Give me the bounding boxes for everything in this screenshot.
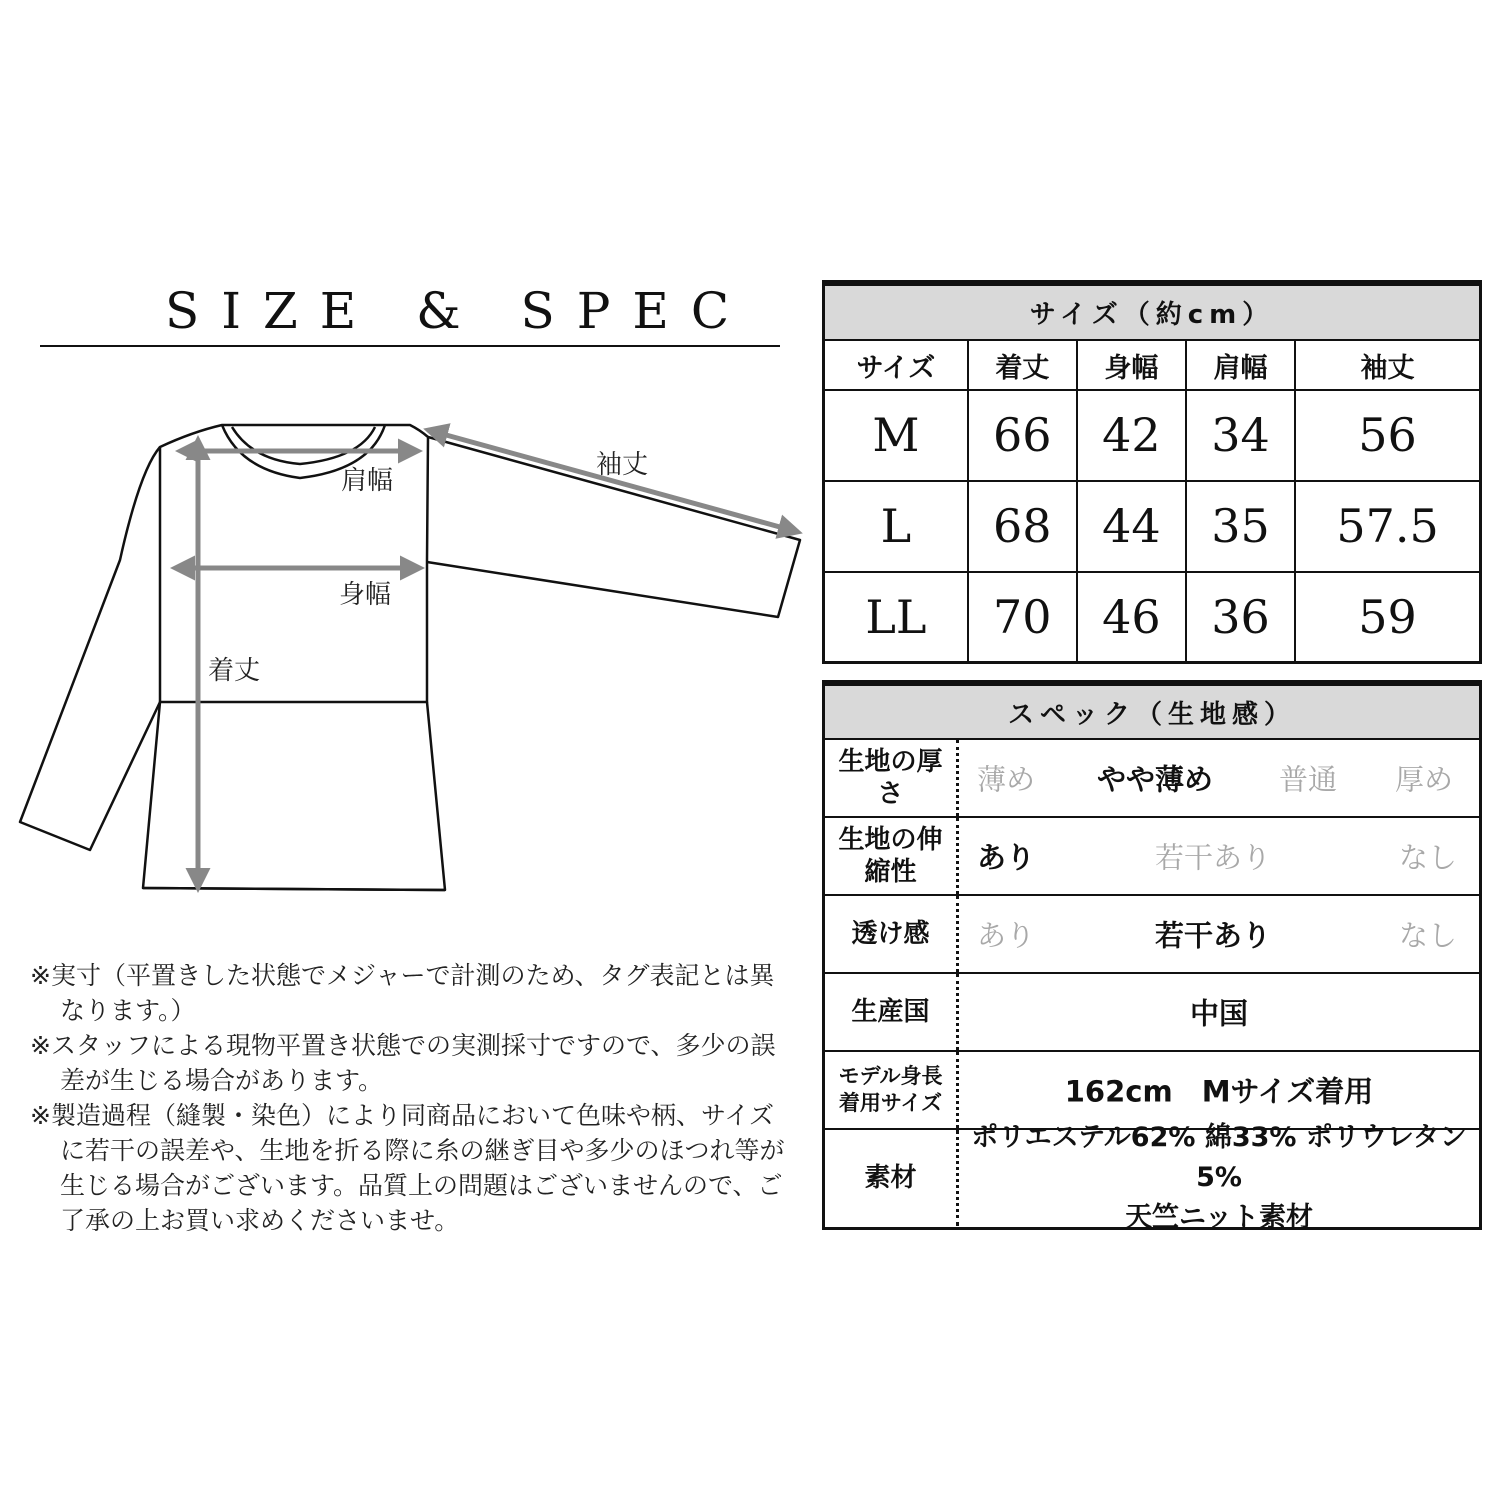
spec-table-caption: スペック（生地感） xyxy=(825,686,1479,740)
length-label: 着丈 xyxy=(208,656,261,686)
table-row xyxy=(825,481,1479,572)
spec-option-selected: 若干あり xyxy=(1155,918,1272,953)
size-header: 肩幅 xyxy=(1186,340,1295,390)
notes xyxy=(30,958,790,1238)
spec-row-sheer xyxy=(825,896,1479,974)
note-item: ※スタッフによる現物平置き状態での実測採寸ですので、多少の誤差が生じる場合があります。 xyxy=(30,1031,776,1095)
size-cell: 66 xyxy=(968,390,1077,481)
spec-label: 透け感 xyxy=(825,896,959,972)
size-header: サイズ xyxy=(825,340,968,390)
size-cell: 35 xyxy=(1186,481,1295,572)
spec-option-selected: あり xyxy=(977,840,1036,875)
size-header: 袖丈 xyxy=(1295,340,1479,390)
spec-row-thickness xyxy=(825,740,1479,818)
size-cell: LL xyxy=(825,572,968,661)
size-cell: 36 xyxy=(1186,572,1295,661)
size-cell: 34 xyxy=(1186,390,1295,481)
spec-option: なし xyxy=(1399,840,1458,875)
spec-option-selected: やや薄め xyxy=(1097,762,1214,797)
size-header: 身幅 xyxy=(1077,340,1186,390)
spec-option: あり xyxy=(977,918,1036,953)
spec-label: モデル身長 着用サイズ xyxy=(825,1052,959,1128)
spec-value: 162cm Mサイズ着用 xyxy=(1064,1074,1374,1109)
page-title: SIZE & SPEC xyxy=(165,282,752,340)
spec-value: ポリエステル62% 綿33% ポリウレタン5% 天竺ニット素材 xyxy=(971,1122,1467,1233)
size-cell: L xyxy=(825,481,968,572)
table-row xyxy=(825,572,1479,661)
spec-row-material xyxy=(825,1122,1479,1233)
spec-option: なし xyxy=(1399,918,1458,953)
spec-row-stretch xyxy=(825,818,1479,896)
size-table-caption: サイズ（約cm） xyxy=(825,286,1479,340)
spec-label: 生産国 xyxy=(825,974,959,1050)
note-item: ※製造過程（縫製・染色）により同商品において色味や柄、サイズに若干の誤差や、生地を折る際に糸の継ぎ目や多少のほつれ等が生じる場合がございます。品質上の問題はございませんので、ご了承の上お買い求めくださいませ。 xyxy=(30,1101,785,1235)
sleeve-label: 袖丈 xyxy=(596,450,649,480)
spec-label: 生地の伸縮性 xyxy=(825,818,959,894)
spec-table xyxy=(822,680,1482,1233)
size-cell: 57.5 xyxy=(1295,481,1479,572)
spec-value: 中国 xyxy=(1189,996,1248,1031)
size-cell: 44 xyxy=(1077,481,1186,572)
size-cell: 59 xyxy=(1358,589,1417,644)
size-cell: 68 xyxy=(968,481,1077,572)
spec-label: 生地の厚さ xyxy=(825,740,959,816)
spec-option: 若干あり xyxy=(1155,840,1272,875)
spec-row-origin xyxy=(825,974,1479,1052)
size-cell: 46 xyxy=(1077,572,1186,661)
spec-option: 薄め xyxy=(977,762,1036,797)
note-item: ※実寸（平置きした状態でメジャーで計測のため、タグ表記とは異なります。） xyxy=(30,961,775,1025)
size-cell: M xyxy=(825,390,968,481)
table-row xyxy=(825,390,1479,481)
spec-option: 普通 xyxy=(1279,762,1338,797)
spec-option: 厚め xyxy=(1395,762,1454,797)
garment-hem xyxy=(143,702,445,890)
garment-diagram xyxy=(0,405,820,925)
left-sleeve xyxy=(20,447,160,850)
size-cell: 70 xyxy=(968,572,1077,661)
size-cell: 42 xyxy=(1077,390,1186,481)
size-table xyxy=(822,280,1482,664)
size-cell: 56 xyxy=(1295,390,1479,481)
spec-label: 素材 xyxy=(825,1130,959,1226)
chest-label: 身幅 xyxy=(339,580,392,610)
title-divider xyxy=(40,345,780,347)
shoulder-label: 肩幅 xyxy=(341,466,394,496)
size-header: 着丈 xyxy=(968,340,1077,390)
